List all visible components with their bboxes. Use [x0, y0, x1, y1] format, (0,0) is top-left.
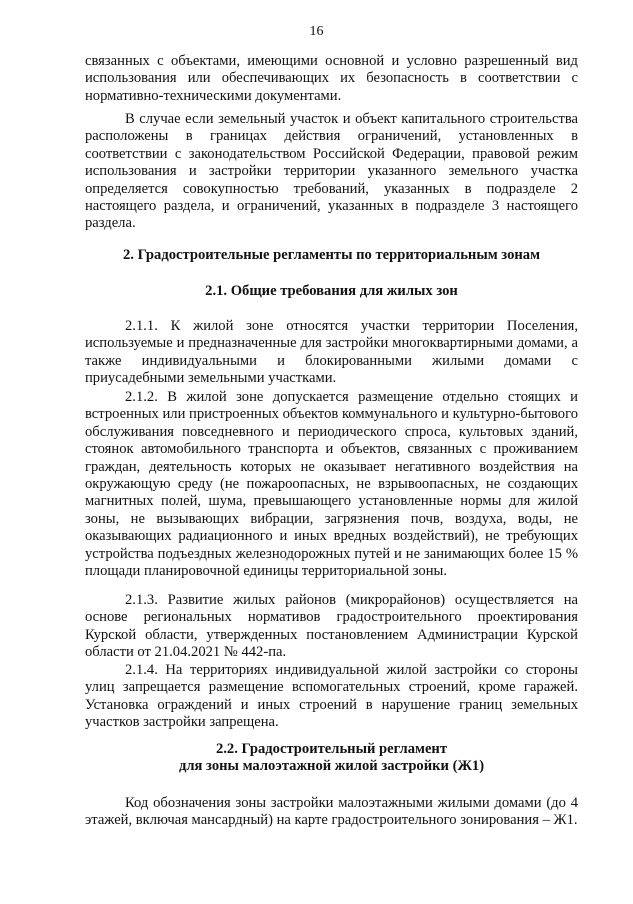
paragraph-continued — [85, 53, 578, 105]
paragraph-2-1-2 — [85, 389, 578, 580]
paragraph-zone-code — [85, 795, 578, 830]
heading-section-2-2 — [85, 741, 578, 776]
heading-text: для зоны малоэтажной жилой застройки (Ж1) — [178, 758, 485, 775]
paragraph-text: 2.1.4. На территориях индивидуальной жилой застройки со стороны улиц запрещается размещение вспомогательных строений, кроме гаражей. Установка ограждений и иных строений в нарушение границ земельных участков застройки запрещена. — [85, 662, 578, 731]
paragraph-text: В случае если земельный участок и объект капитального строительства расположены в границах действия ограничений, установленных в соответствии с законодательством Российской Федерации, правовой режим использования и застройки территории указанного земельного участка определяется совокупностью требований, указанных в подразделе 2 настоящего раздела, и ограничений, указанных в подразделе 3 настоящего раздела. — [85, 111, 578, 232]
paragraph-text: 2.1.3. Развитие жилых районов (микрорайонов) осуществляется на основе региональных нормативов градостроительного проектирования Курской области, утвержденных постановлением Администрации Курской области от 21.04.2021 № 442-па. — [85, 592, 578, 661]
paragraph-2-1-4 — [85, 662, 578, 732]
paragraph-text: Код обозначения зоны застройки малоэтажными жилыми домами (до 4 этажей, включая мансардный) на карте градостроительного зонирования – Ж1. — [85, 795, 578, 829]
paragraph-restrictions — [85, 111, 578, 233]
heading-section-2 — [85, 247, 578, 264]
heading-section-2-1 — [85, 283, 578, 300]
heading-text: 2.2. Градостроительный регламент — [215, 741, 447, 757]
paragraph-text: связанных с объектами, имеющими основной и условно разрешенный вид использования или обеспечивающих их безопасность в соответствии с нормативно-техническими документами. — [85, 53, 578, 104]
paragraph-2-1-3 — [85, 592, 578, 662]
paragraph-text: 2.1.2. В жилой зоне допускается размещение отдельно стоящих и встроенных или пристроенных объектов коммунального и культурно-бытового обслуживания повседневного и периодического спроса, культовых зданий, стоянок автомобильного транспорта и объектов, связанных с проживанием граждан, деятельность которых не оказывает негативного воздействия на окружающую среду (не пожароопасных, не взрывоопасных, не создающих магнитных полей, шума, превышающего установленные нормы для жилой зоны, не вызывающих вибрации, загрязнения почв, воздуха, воды, не оказывающих радиационного и иных вредных воздействий), не требующих устройства подъездных железнодорожных путей и не занимающих более 15 % площади планировочной единицы территориальной зоны. — [85, 389, 578, 580]
heading-text: 2.1. Общие требования для жилых зон — [205, 283, 458, 299]
heading-text: 2. Градостроительные регламенты по территориальным зонам — [122, 247, 541, 263]
paragraph-2-1-1 — [85, 318, 578, 388]
page-number: 16 — [309, 24, 324, 39]
paragraph-text: 2.1.1. К жилой зоне относятся участки территории Поселения, используемые и предназначенные для застройки многоквартирными домами, а также индивидуальными и блокированными жилыми домами с приусадебными земельными участками. — [85, 318, 578, 387]
